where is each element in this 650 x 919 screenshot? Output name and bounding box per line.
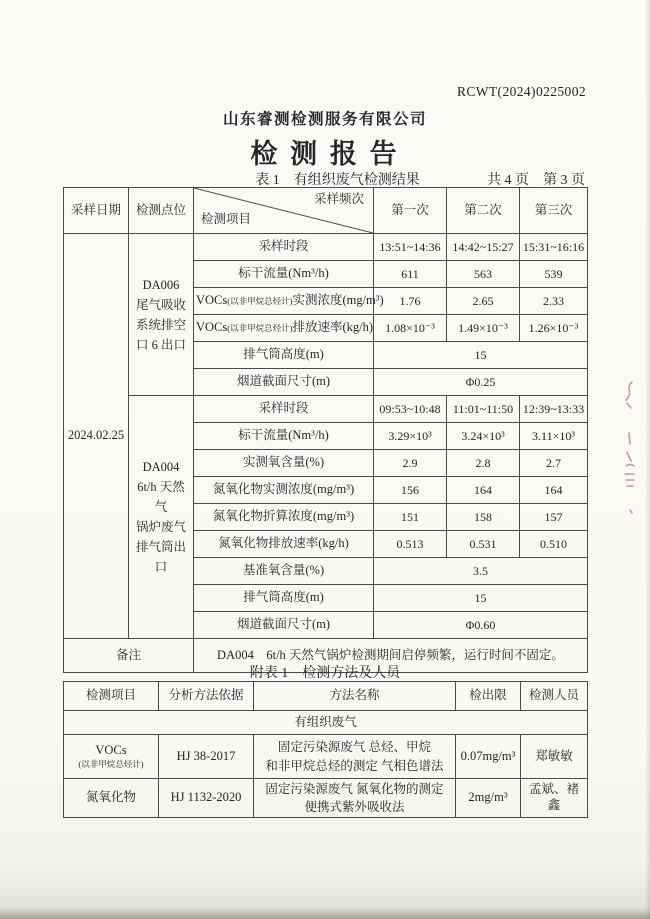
item-name: VOCs xyxy=(95,743,127,758)
label-main: 排放速率(kg/h) xyxy=(292,320,373,335)
value-cell: 3.11×10³ xyxy=(520,423,588,450)
remark-text-cell: DA004 6t/h 天然气锅炉检测期间启停频繁，运行时间不固定。 xyxy=(194,639,588,673)
header-run3: 第三次 xyxy=(520,188,588,234)
method-line: 固定污染源废气 总烃、甲烷 xyxy=(277,740,432,755)
results-table xyxy=(63,187,588,673)
point-line: DA006 xyxy=(142,277,180,292)
value-cell: 3.24×10³ xyxy=(447,423,520,450)
point-line: 6t/h 天然气 xyxy=(137,480,185,514)
results-header-row xyxy=(64,188,588,234)
label-main: VOCs xyxy=(196,293,228,308)
label-cell: 烟道截面尺寸(m) xyxy=(194,612,374,639)
basis-cell: HJ 38-2017 xyxy=(159,735,254,779)
label-cell: 标干流量(Nm³/h) xyxy=(194,261,374,288)
value-cell: 0.510 xyxy=(520,531,588,558)
table1-caption-row xyxy=(63,169,587,187)
diagonal-header-cell xyxy=(194,188,374,234)
value-cell: 164 xyxy=(520,477,588,504)
limit-cell: 0.07mg/m³ xyxy=(456,735,521,779)
table1-caption: 表 1 有组织废气检测结果 xyxy=(255,173,420,188)
methods-table xyxy=(63,681,588,818)
method-line: 和非甲烷总烃的测定 气相色谱法 xyxy=(265,758,444,773)
value-cell: 158 xyxy=(447,504,520,531)
label-cell: 实测氧含量(%) xyxy=(194,450,374,477)
point-cell-da006 xyxy=(129,234,194,396)
person-cell: 孟斌、褚鑫 xyxy=(521,779,588,818)
label-cell: 采样时段 xyxy=(194,396,374,423)
item-cell xyxy=(64,735,159,779)
label-cell: 标干流量(Nm³/h) xyxy=(194,423,374,450)
company-name: 山东睿测检测服务有限公司 xyxy=(222,111,427,128)
value-cell: 0.513 xyxy=(374,531,447,558)
item-note: (以非甲烷总烃计) xyxy=(78,759,144,769)
value-cell: 164 xyxy=(447,477,520,504)
merged-value-cell: 15 xyxy=(374,342,588,369)
header-run1: 第一次 xyxy=(374,188,447,234)
merged-value-cell: 3.5 xyxy=(374,558,588,585)
point-line: 排气筒出口 xyxy=(135,540,186,574)
sample-date-cell: 2024.02.25 xyxy=(64,234,129,639)
header-date-col: 采样日期 xyxy=(64,188,129,234)
value-cell: 12:39~13:33 xyxy=(520,396,588,423)
header-frequency: 采样频次 xyxy=(313,192,364,206)
red-ink-mark xyxy=(616,376,646,541)
table-row xyxy=(64,396,588,423)
item-cell: 氮氧化物 xyxy=(64,779,159,818)
header-limit-col: 检出限 xyxy=(456,682,521,711)
appendix-caption: 附表 1 检测方法及人员 xyxy=(249,666,401,681)
group-row xyxy=(64,711,588,735)
value-cell: 611 xyxy=(374,261,447,288)
method-row-vocs xyxy=(64,735,588,779)
value-cell: 13:51~14:36 xyxy=(374,234,447,261)
table-row xyxy=(64,234,588,261)
label-cell: 采样时段 xyxy=(194,234,374,261)
method-cell xyxy=(254,779,456,818)
label-note: (以非甲烷总烃计) xyxy=(227,323,293,334)
value-cell: 151 xyxy=(374,504,447,531)
method-cell xyxy=(254,735,456,779)
value-cell: 2.8 xyxy=(447,450,520,477)
value-cell: 3.29×10³ xyxy=(374,423,447,450)
label-cell xyxy=(194,315,374,342)
label-cell: 排气筒高度(m) xyxy=(194,342,374,369)
value-cell: 2.65 xyxy=(447,288,520,315)
value-cell: 1.76 xyxy=(374,288,447,315)
basis-cell: HJ 1132-2020 xyxy=(159,779,254,818)
label-main: 实测浓度(mg/m³) xyxy=(292,293,384,308)
scan-shadow xyxy=(0,907,650,919)
merged-value-cell: Φ0.60 xyxy=(374,612,588,639)
label-note: (以非甲烷总烃计) xyxy=(227,296,293,307)
pagination: 共 4 页 第 3 页 xyxy=(487,173,585,188)
label-cell: 氮氧化物排放速率(kg/h) xyxy=(194,531,374,558)
person-cell: 郑敏敏 xyxy=(521,735,588,779)
merged-value-cell: Φ0.25 xyxy=(374,369,588,396)
header-item-col: 检测项目 xyxy=(64,682,159,711)
label-cell: 烟道截面尺寸(m) xyxy=(194,369,374,396)
value-cell: 09:53~10:48 xyxy=(374,396,447,423)
value-cell: 563 xyxy=(447,261,520,288)
value-cell: 1.26×10⁻³ xyxy=(520,315,588,342)
value-cell: 2.7 xyxy=(520,450,588,477)
label-cell: 氮氧化物折算浓度(mg/m³) xyxy=(194,504,374,531)
value-cell: 2.33 xyxy=(520,288,588,315)
value-cell: 2.9 xyxy=(374,450,447,477)
value-cell: 1.49×10⁻³ xyxy=(447,315,520,342)
methods-header-row xyxy=(64,682,588,711)
label-cell: 排气筒高度(m) xyxy=(194,585,374,612)
point-line: 锅炉废气 xyxy=(135,520,186,534)
label-cell xyxy=(194,288,384,315)
page-title: 检 测 报 告 xyxy=(250,139,400,169)
method-line: 固定污染源废气 氮氧化物的测定 xyxy=(265,781,444,796)
value-cell: 539 xyxy=(520,261,588,288)
point-line: 尾气吸收 xyxy=(135,297,186,312)
label-cell: 氮氧化物实测浓度(mg/m³) xyxy=(194,477,374,504)
header-person-col: 检测人员 xyxy=(521,682,588,711)
value-cell: 157 xyxy=(520,504,588,531)
point-line: 口 6 出口 xyxy=(135,337,186,352)
header-basis-col: 分析方法依据 xyxy=(159,682,254,711)
value-cell: 156 xyxy=(374,477,447,504)
method-row-nox xyxy=(64,779,588,818)
value-cell: 0.531 xyxy=(447,531,520,558)
group-cell: 有组织废气 xyxy=(64,711,588,735)
label-main: VOCs xyxy=(196,320,228,335)
report-number: RCWT(2024)0225002 xyxy=(456,84,586,99)
remark-label-cell: 备注 xyxy=(64,639,194,673)
header-run2: 第二次 xyxy=(447,188,520,234)
merged-value-cell: 15 xyxy=(374,585,588,612)
value-cell: 1.08×10⁻³ xyxy=(374,315,447,342)
label-cell: 基准氧含量(%) xyxy=(194,558,374,585)
point-line: DA004 xyxy=(142,460,180,474)
point-line: 系统排空 xyxy=(135,317,186,332)
value-cell: 14:42~15:27 xyxy=(447,234,520,261)
header-item: 检测项目 xyxy=(201,212,252,227)
value-cell: 15:31~16:16 xyxy=(520,234,588,261)
limit-cell: 2mg/m³ xyxy=(456,779,521,818)
header-point-col: 检测点位 xyxy=(129,188,194,234)
value-cell: 11:01~11:50 xyxy=(447,396,520,423)
method-line: 便携式紫外吸收法 xyxy=(304,800,405,814)
point-cell-da004 xyxy=(129,396,194,639)
header-method-col: 方法名称 xyxy=(254,682,456,711)
